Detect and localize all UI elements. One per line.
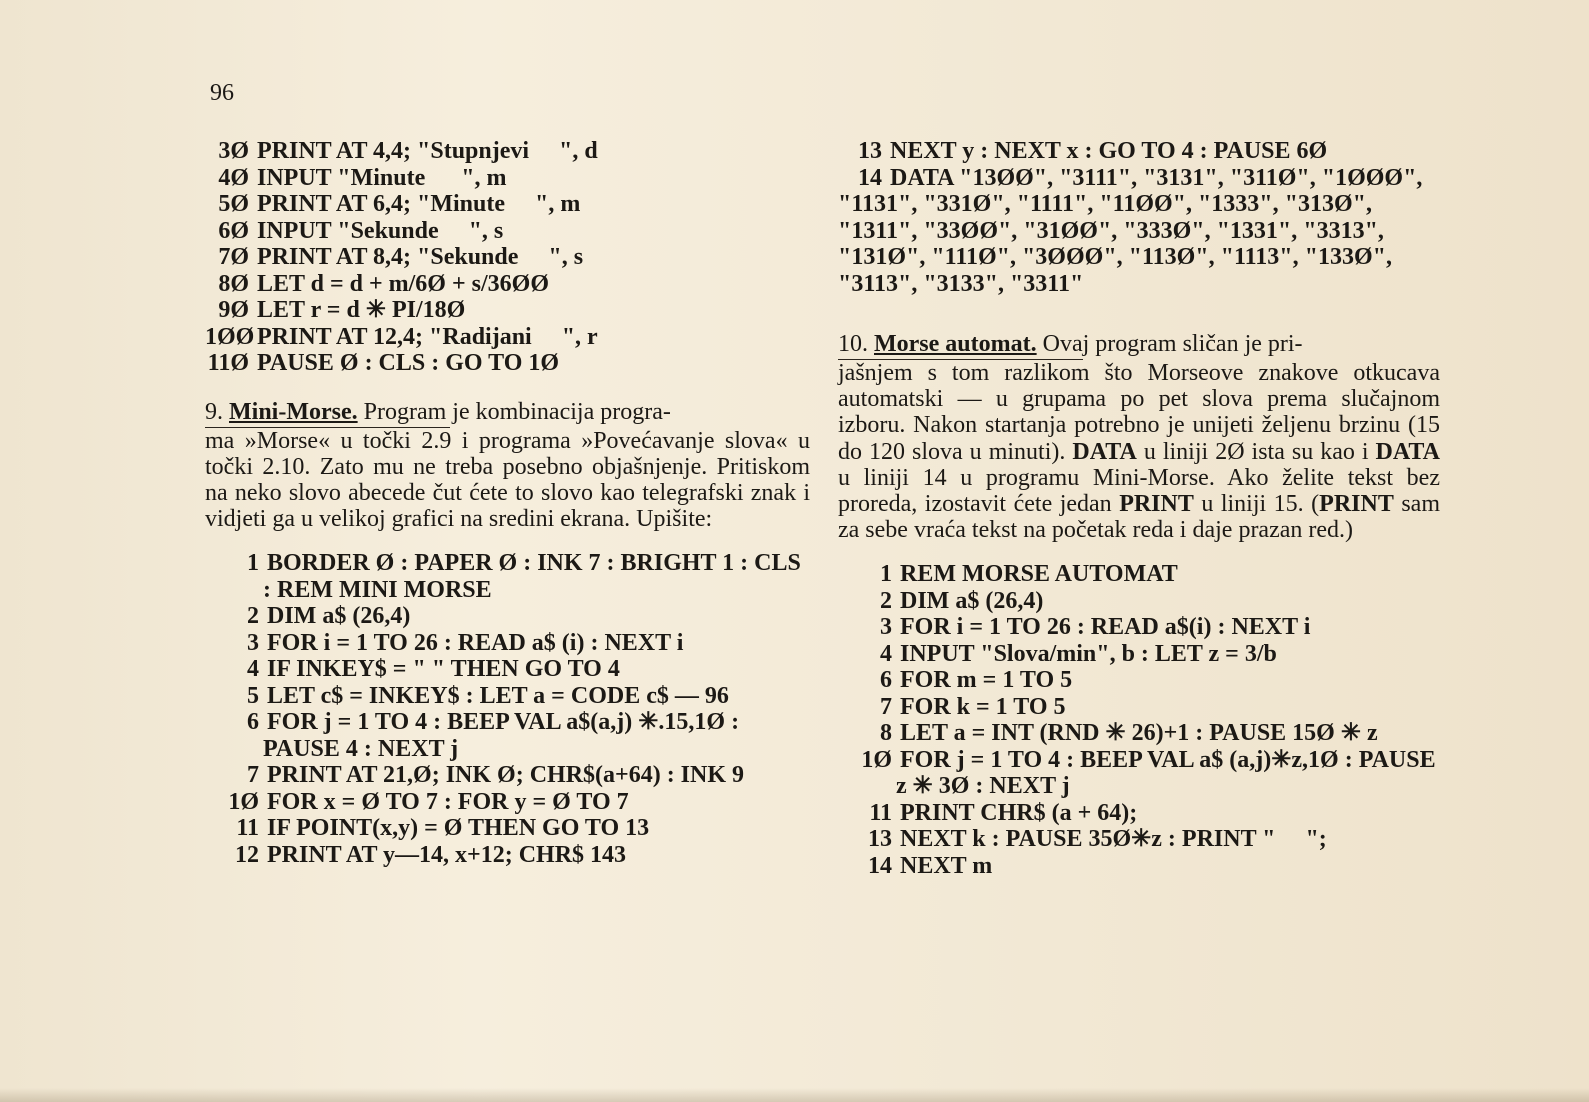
body-text: jašnjem s tom razlikom što Morseove znakove otkucava automatski — u grupama po pet slova prema slučajnom izboru. Nakon startanja potrebno je unijeti željenu brzinu (15 do 120 slova u minuti).	[838, 360, 1440, 465]
line-number: 7	[880, 693, 892, 720]
line-number: 13	[858, 138, 882, 164]
code-text: PRINT AT y—14, x+12; CHR$ 143	[267, 841, 627, 868]
code-text: FOR i = 1 TO 26 : READ a$ (i) : NEXT i	[267, 629, 684, 656]
body-text: u liniji 15. (	[1193, 491, 1320, 518]
line-number: 1Ø	[228, 788, 259, 815]
line-number: 8	[880, 720, 892, 747]
code-text: FOR m = 1 TO 5	[900, 667, 1073, 694]
code-text: DIM a$ (26,4)	[267, 603, 411, 630]
code-line	[205, 656, 810, 683]
code-line	[205, 218, 810, 245]
line-number: 1	[247, 550, 259, 577]
line-number: 2	[880, 587, 892, 614]
code-line	[205, 683, 810, 710]
code-text: FOR k = 1 TO 5	[900, 693, 1066, 720]
code-text: DATA "13ØØ", "3111", "3131", "311Ø", "1ØØØ", "1131", "331Ø", "1111", "11ØØ", "1333", "313Ø", "1311", "33ØØ", "31ØØ", "333Ø", "1331", "3313", "131Ø", "111Ø", "3ØØØ", "113Ø", "1113", "133Ø", "3113", "3133", "3311"	[838, 164, 1429, 297]
code-text: REM MORSE AUTOMAT	[900, 561, 1178, 588]
section-9-body: ma »Morse« u točki 2.9 i programa »Povećavanje slova« u točki 2.10. Zato mu ne treba posebno objašnjenje. Pritiskom na neko slovo abecede čut ćete to slovo kao telegrafski znak i vidjeti ga u velikoj grafici na sredini ekrana. Upišite:	[205, 427, 810, 533]
code-line	[205, 550, 810, 603]
code-text: IF POINT(x,y) = Ø THEN GO TO 13	[267, 815, 650, 842]
code-line	[838, 694, 1440, 721]
section-9-title: Mini-Morse.	[229, 398, 358, 425]
line-number: 13	[868, 826, 892, 853]
line-number: 6	[247, 709, 259, 736]
code-line	[838, 165, 1440, 298]
code-line	[838, 138, 1440, 165]
line-number: 7	[247, 762, 259, 789]
code-text: DIM a$ (26,4)	[900, 587, 1044, 614]
code-text: NEXT k : PAUSE 35Ø✳z : PRINT " ";	[900, 826, 1327, 853]
line-number: 1	[880, 561, 892, 588]
line-number: 1ØØ	[205, 323, 255, 350]
code-text: NEXT m	[900, 852, 993, 879]
code-line	[838, 747, 1440, 800]
code-text: INPUT "Sekunde ", s	[257, 217, 504, 244]
code-line	[205, 138, 810, 165]
line-number: 9Ø	[218, 297, 249, 323]
code-text: PRINT AT 6,4; "Minute ", m	[257, 191, 581, 217]
right-column	[838, 138, 1440, 879]
code-line	[205, 603, 810, 630]
code-line	[838, 614, 1440, 641]
line-number: 4	[880, 640, 892, 667]
left-column	[205, 138, 810, 868]
line-number: 2	[247, 603, 259, 630]
code-line	[205, 191, 810, 218]
code-text: FOR x = Ø TO 7 : FOR y = Ø TO 7	[267, 788, 629, 815]
code-line	[205, 709, 810, 762]
keyword-text: PRINT	[1119, 491, 1194, 518]
body-text: u liniji 2Ø ista su kao i	[1136, 438, 1376, 465]
section-10-body	[838, 360, 1440, 543]
code-line	[838, 667, 1440, 694]
code-line	[838, 826, 1440, 853]
line-number: 7Ø	[218, 244, 249, 270]
left-code-bottom	[205, 550, 810, 868]
code-line	[838, 561, 1440, 588]
keyword-text: DATA	[1072, 438, 1137, 465]
code-text: INPUT "Minute ", m	[257, 164, 507, 191]
code-line	[205, 244, 810, 271]
line-number: 8Ø	[218, 270, 249, 297]
section-10-title: Morse automat.	[874, 331, 1037, 357]
code-line	[205, 762, 810, 789]
code-text: NEXT y : NEXT x : GO TO 4 : PAUSE 6Ø	[890, 138, 1328, 164]
code-line	[205, 350, 810, 377]
right-code-bottom	[838, 561, 1440, 879]
code-line	[205, 165, 810, 192]
keyword-text: DATA	[1375, 438, 1440, 465]
section-10-number: 10.	[838, 331, 868, 357]
line-number: 6Ø	[218, 217, 249, 244]
code-line	[205, 324, 810, 351]
code-line	[838, 853, 1440, 880]
line-number: 11Ø	[207, 350, 249, 376]
line-number: 5Ø	[218, 191, 249, 217]
code-line	[205, 271, 810, 298]
code-text: IF INKEY$ = " " THEN GO TO 4	[267, 656, 620, 683]
section-9-number: 9.	[205, 398, 223, 425]
code-text: LET r = d ✳ PI/18Ø	[257, 297, 466, 323]
line-number: 4Ø	[218, 164, 249, 191]
line-number: 14	[868, 852, 892, 879]
code-line	[838, 588, 1440, 615]
line-number: 3	[247, 629, 259, 656]
code-text: PRINT AT 12,4; "Radijani ", r	[257, 323, 598, 350]
section-9-first-line: Program je kombinacija progra-	[363, 398, 671, 425]
line-number: 3	[880, 614, 892, 641]
line-number: 6	[880, 667, 892, 694]
code-line	[838, 641, 1440, 668]
line-number: 11	[869, 799, 892, 826]
line-number: 5	[247, 682, 259, 709]
page-number: 96	[210, 80, 234, 106]
code-text: PRINT AT 4,4; "Stupnjevi ", d	[257, 138, 598, 164]
code-line	[205, 789, 810, 816]
line-number: 12	[235, 841, 259, 868]
line-number: 3Ø	[218, 138, 249, 164]
body-text: u liniji 14 u programu Mini-Morse. Ako želite tekst bez proreda, izostavit ćete jedan	[838, 464, 1440, 518]
keyword-text: PRINT	[1319, 491, 1394, 518]
section-10-heading	[838, 331, 1440, 360]
body-text: sam za sebe vraća tekst na početak reda i daje prazan red.)	[838, 491, 1440, 544]
line-number: 11	[236, 815, 259, 842]
code-line	[838, 800, 1440, 827]
line-number: 14	[858, 164, 882, 191]
section-10-first-line: Ovaj program sličan je pri-	[1042, 331, 1303, 357]
code-text: FOR i = 1 TO 26 : READ a$(i) : NEXT i	[900, 614, 1311, 641]
code-text: PRINT AT 8,4; "Sekunde ", s	[257, 244, 584, 270]
code-line	[838, 720, 1440, 747]
left-code-top	[205, 138, 810, 377]
code-line	[205, 630, 810, 657]
code-line	[205, 842, 810, 869]
code-text: PRINT CHR$ (a + 64);	[900, 799, 1138, 826]
section-9-heading	[205, 399, 810, 428]
code-text: LET c$ = INKEY$ : LET a = CODE c$ — 96	[267, 682, 729, 709]
code-text: LET d = d + m/6Ø + s/36ØØ	[257, 270, 549, 297]
code-line	[205, 297, 810, 324]
line-number: 4	[247, 656, 259, 683]
code-text: INPUT "Slova/min", b : LET z = 3/b	[900, 640, 1277, 667]
code-line	[205, 815, 810, 842]
right-code-top	[838, 138, 1440, 297]
code-text: FOR j = 1 TO 4 : BEEP VAL a$ (a,j)✳z,1Ø : PAUSE z ✳ 3Ø : NEXT j	[896, 746, 1442, 800]
code-text: PAUSE Ø : CLS : GO TO 1Ø	[257, 350, 560, 376]
code-text: LET a = INT (RND ✳ 26)+1 : PAUSE 15Ø ✳ z	[900, 720, 1378, 747]
code-text: BORDER Ø : PAPER Ø : INK 7 : BRIGHT 1 : CLS : REM MINI MORSE	[263, 550, 807, 603]
line-number: 1Ø	[861, 746, 892, 773]
code-text: PRINT AT 21,Ø; INK Ø; CHR$(a+64) : INK 9	[267, 762, 745, 789]
code-text: FOR j = 1 TO 4 : BEEP VAL a$(a,j) ✳.15,1Ø : PAUSE 4 : NEXT j	[263, 709, 746, 762]
